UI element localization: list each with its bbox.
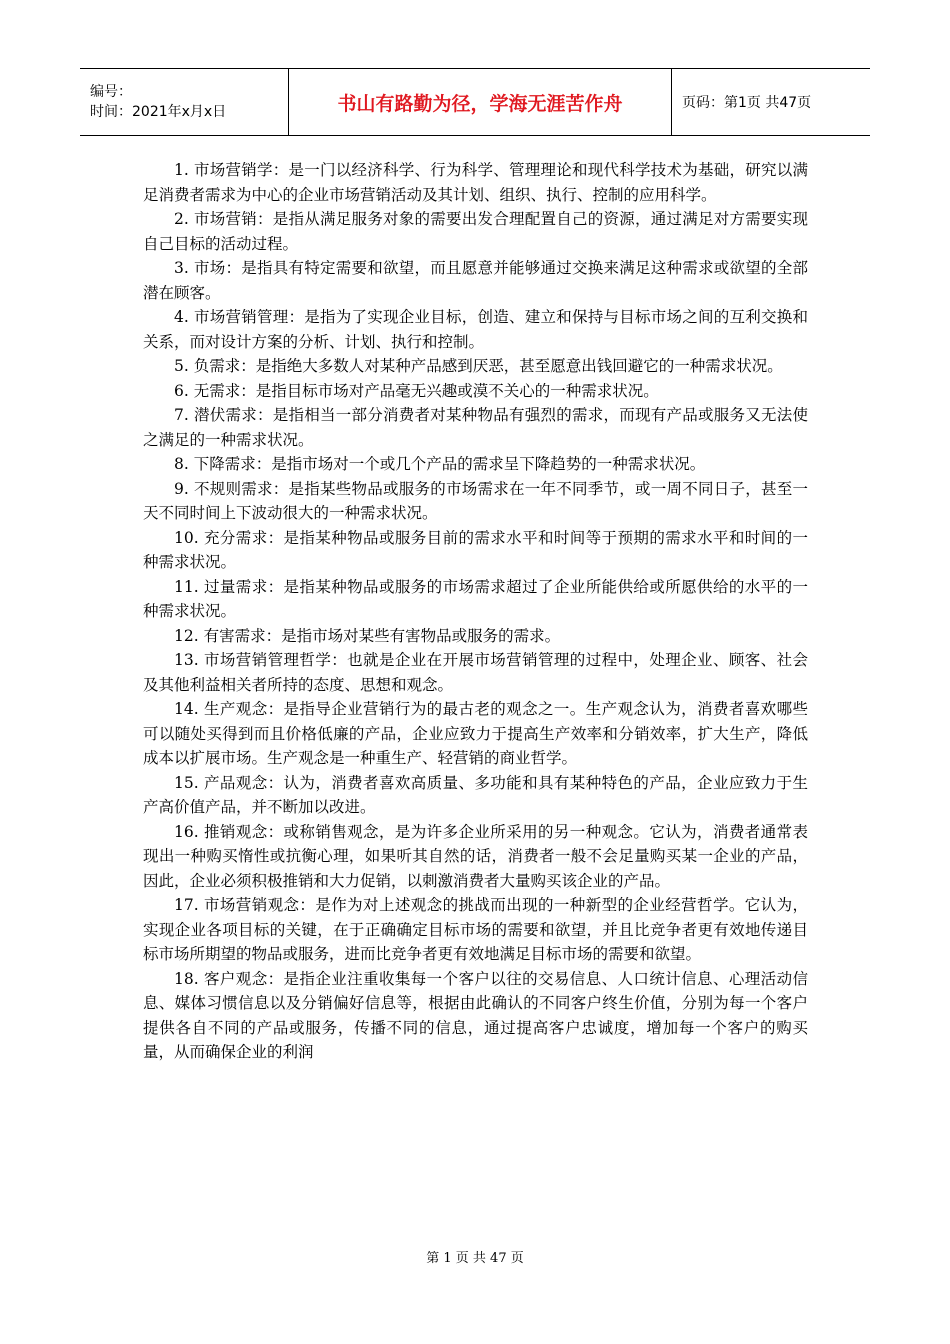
definition-paragraph: 18. 客户观念：是指企业注重收集每一个客户以往的交易信息、人口统计信息、心理活动信息、媒体习惯信息以及分销偏好信息等，根据由此确认的不同客户终生价值，分别为每一个客户提供各自不同的产品或服务，传播不同的信息，通过提高客户忠诚度，增加每一个客户的购买量，从而确保企业的利润	[143, 969, 808, 1061]
definition-paragraph: 11. 过量需求：是指某种物品或服务的市场需求超过了企业所能供给或所愿供给的水平的一种需求状况。	[143, 577, 808, 620]
footer-page-number: 第 1 页 共 47 页	[426, 1251, 524, 1266]
header-page-cell	[672, 69, 870, 135]
header-left-cell	[80, 69, 289, 135]
definition-paragraph: 3. 市场：是指具有特定需要和欲望，而且愿意并能够通过交换来满足这种需求或欲望的全部潜在顾客。	[143, 259, 808, 302]
definition-paragraph: 6. 无需求：是指目标市场对产品毫无兴趣或漠不关心的一种需求状况。	[174, 381, 659, 400]
definition-paragraph: 5. 负需求：是指绝大多数人对某种产品感到厌恶，甚至愿意出钱回避它的一种需求状况。	[174, 357, 783, 375]
definition-paragraph: 14. 生产观念：是指导企业营销行为的最古老的观念之一。生产观念认为，消费者喜欢哪些可以随处买得到而且价格低廉的产品，企业应致力于提高生产效率和分销效率，扩大生产，降低成本以扩展市场。生产观念是一种重生产、轻营销的商业哲学。	[143, 700, 808, 767]
definition-paragraph: 1. 市场营销学：是一门以经济科学、行为科学、管理理论和现代科学技术为基础，研究以满足消费者需求为中心的企业市场营销活动及其计划、组织、执行、控制的应用科学。	[143, 161, 808, 204]
definition-paragraph: 2. 市场营销：是指从满足服务对象的需要出发合理配置自己的资源，通过满足对方需要实现自己目标的活动过程。	[143, 210, 808, 253]
definition-paragraph: 17. 市场营销观念：是作为对上述观念的挑战而出现的一种新型的企业经营哲学。它认为，实现企业各项目标的关键，在于正确确定目标市场的需要和欲望，并且比竞争者更有效地传递目标市场所期望的物品或服务，进而比竞争者更有效地满足目标市场的需要和欲望。	[143, 896, 808, 963]
definition-paragraph: 10. 充分需求：是指某种物品或服务目前的需求水平和时间等于预期的需求水平和时间的一种需求状况。	[143, 528, 808, 571]
page-footer	[0, 1247, 950, 1266]
definition-paragraph: 13. 市场营销管理哲学：也就是企业在开展市场营销管理的过程中，处理企业、顾客、社会及其他利益相关者所持的态度、思想和观念。	[143, 651, 808, 694]
definition-paragraph: 9. 不规则需求：是指某些物品或服务的市场需求在一年不同季节，或一周不同日子，甚至一天不同时间上下波动很大的一种需求状况。	[143, 479, 808, 522]
definition-paragraph: 16. 推销观念：或称销售观念，是为许多企业所采用的另一种观念。它认为，消费者通常表现出一种购买惰性或抗衡心理，如果听其自然的话，消费者一般不会足量购买某一企业的产品，因此，企业必须积极推销和大力促销，以刺激消费者大量购买该企业的产品。	[143, 822, 808, 890]
document-number-label: 编号：	[90, 84, 132, 100]
definition-paragraph: 4. 市场营销管理：是指为了实现企业目标，创造、建立和保持与目标市场之间的互利交换和关系，而对设计方案的分析、计划、执行和控制。	[143, 308, 808, 351]
header-motto: 书山有路勤为径，学海无涯苦作舟	[337, 92, 623, 115]
page-header	[80, 68, 870, 136]
definition-paragraph: 15. 产品观念：认为，消费者喜欢高质量、多功能和具有某种特色的产品，企业应致力于生产高价值产品，并不断加以改进。	[143, 773, 808, 816]
definition-paragraph: 12. 有害需求：是指市场对某些有害物品或服务的需求。	[174, 626, 561, 645]
definition-paragraph: 8. 下降需求：是指市场对一个或几个产品的需求呈下降趋势的一种需求状况。	[174, 455, 706, 473]
header-page-info: 页码：第1页 共47页	[682, 95, 812, 111]
definition-paragraph: 7. 潜伏需求：是指相当一部分消费者对某种物品有强烈的需求，而现有产品或服务又无法使之满足的一种需求状况。	[143, 406, 808, 449]
header-motto-cell	[289, 69, 672, 135]
document-body	[143, 158, 808, 1065]
document-date-label: 时间：2021年x月x日	[90, 104, 227, 120]
